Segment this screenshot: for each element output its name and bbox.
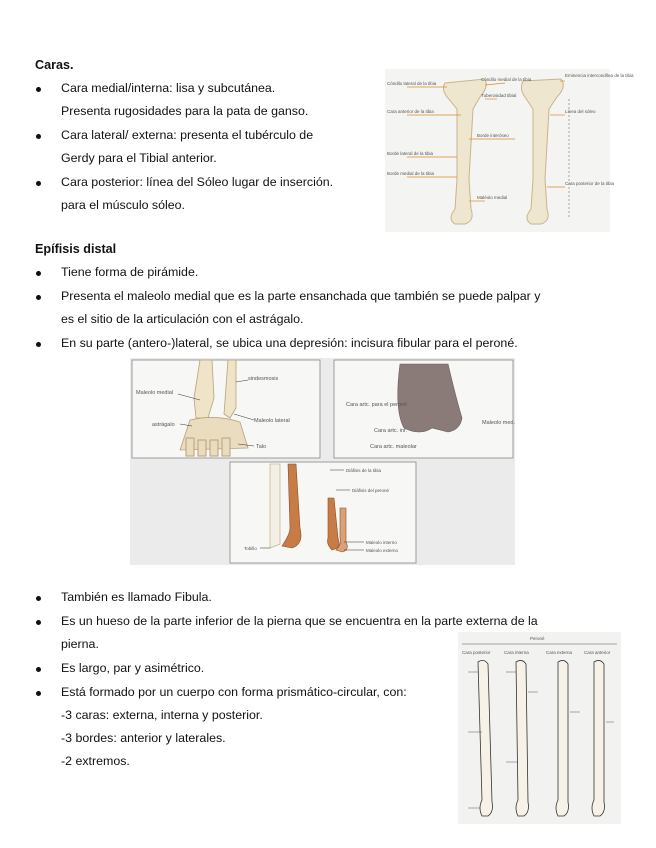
figure-label: Maleolo externo bbox=[366, 548, 399, 553]
figure-label: Cara artc. inf. bbox=[374, 428, 408, 434]
svg-text:Cara artc. inf. bbox=[374, 428, 407, 434]
list-item-line: es el sitio de la articulación con el astrágalo. bbox=[61, 312, 304, 326]
list-item-line: Presenta el maleolo medial que es la parte ensanchada que también se puede palpar y bbox=[61, 289, 541, 303]
svg-text:Borde interóseo bbox=[477, 133, 509, 138]
list-item-line: En su parte (antero-)lateral, se ubica una depresión: incisura fibular para el peroné. bbox=[61, 336, 518, 350]
bullet-dot bbox=[36, 620, 41, 625]
column-label: Cara posterior bbox=[462, 650, 491, 655]
sub-item: -3 bordes: anterior y laterales. bbox=[61, 731, 226, 745]
svg-text:Maleolo medial bbox=[136, 390, 173, 396]
svg-text:Cara anterior bbox=[584, 650, 611, 655]
figure-label: Tobillo bbox=[244, 546, 257, 551]
list-item-line: Cara medial/interna: lisa y subcutánea. bbox=[61, 81, 276, 95]
figure-label: Maleolo interno bbox=[366, 540, 397, 545]
epifisis-heading: Epífisis distal bbox=[35, 242, 117, 256]
list-item-line: Cara posterior: línea del Sóleo lugar de inserción. bbox=[61, 175, 334, 189]
svg-text:Talo bbox=[256, 444, 266, 450]
svg-text:Tuberosidad tibial bbox=[481, 93, 516, 98]
caras-heading: Caras. bbox=[35, 58, 74, 72]
figure-label: Eminencia intercondílea de la tibia bbox=[565, 73, 634, 78]
figure-label: Cara anterior de la tibia bbox=[387, 109, 434, 114]
svg-text:Cara interna bbox=[504, 650, 529, 655]
figure-label: Maleolo lateral bbox=[254, 418, 290, 424]
svg-text:Cóndilo medial de la tibia bbox=[481, 77, 532, 82]
bullet-dot bbox=[36, 271, 41, 276]
distal-epiphysis-figure bbox=[130, 358, 515, 565]
figure-label: Línea del sóleo bbox=[565, 109, 596, 114]
figure-label: Diáfisis de la tibia bbox=[346, 468, 382, 473]
bullet-dot bbox=[36, 134, 41, 139]
svg-text:Diáfisis de la tibia bbox=[346, 468, 382, 473]
figure-label: Maleolo medial bbox=[136, 390, 173, 396]
sub-item: -3 caras: externa, interna y posterior. bbox=[61, 708, 263, 722]
svg-text:Peroné bbox=[530, 636, 545, 641]
list-item-line: También es llamado Fibula. bbox=[61, 590, 212, 604]
list-item-line: Presenta rugosidades para la pata de ganso. bbox=[61, 104, 309, 118]
figure-label: Cóndilo lateral de la tibia bbox=[387, 81, 437, 86]
bullet-dot bbox=[36, 87, 41, 92]
svg-text:Eminencia intercondílea de la bbox=[565, 73, 634, 78]
bullet-dot bbox=[36, 295, 41, 300]
svg-text:Cóndilo lateral de la tibia bbox=[387, 81, 437, 86]
svg-text:Cara posterior bbox=[462, 650, 491, 655]
svg-text:Línea del sóleo bbox=[565, 109, 596, 114]
figure-label: Cara artc. maleolar bbox=[370, 444, 417, 450]
svg-text:Cara anterior de la tibia bbox=[387, 109, 434, 114]
svg-text:Diáfisis del peroné bbox=[352, 488, 390, 493]
column-label: Cara interna bbox=[504, 650, 529, 655]
sub-item: -2 extremos. bbox=[61, 754, 130, 768]
svg-text:Maleolo lateral bbox=[254, 418, 290, 424]
list-item-line: para el músculo sóleo. bbox=[61, 198, 185, 212]
list-item-line: Tiene forma de pirámide. bbox=[61, 265, 199, 279]
svg-text:Borde medial de la tibia bbox=[387, 171, 435, 176]
bullet-dot bbox=[36, 691, 41, 696]
figure-label: sindesmosis bbox=[248, 376, 279, 382]
svg-text:Cara artc. maleolar bbox=[370, 444, 417, 450]
svg-text:Maleolo interno bbox=[366, 540, 397, 545]
figure-label: Cara posterior de la tibia bbox=[565, 181, 615, 186]
svg-text:sindesmosis bbox=[248, 376, 279, 382]
figure-label: Talo bbox=[256, 444, 267, 450]
list-item-line: Es un hueso de la parte inferior de la pierna que se encuentra en la parte externa de la bbox=[61, 614, 538, 628]
svg-text:Tobillo bbox=[244, 546, 257, 551]
figure-label: Tuberosidad tibial bbox=[481, 93, 517, 98]
svg-text:Cara externa bbox=[546, 650, 573, 655]
figure-label: astrágalo bbox=[152, 422, 175, 428]
figure-label: Borde lateral de la tibia bbox=[387, 151, 434, 156]
figure-title: Peroné bbox=[530, 636, 545, 641]
svg-text:astrágalo bbox=[152, 422, 175, 428]
list-item-line: Es largo, par y asimétrico. bbox=[61, 661, 205, 675]
list-item-line: Cara lateral/ externa: presenta el tubérculo de bbox=[61, 128, 314, 142]
bullet-dot bbox=[36, 181, 41, 186]
svg-text:Maleolo externo bbox=[366, 548, 399, 553]
perone-figure bbox=[458, 632, 621, 824]
svg-text:Maleolo med. bbox=[482, 420, 515, 426]
tibia-figure bbox=[385, 69, 634, 232]
bullet-dot bbox=[36, 596, 41, 601]
bullet-dot bbox=[36, 667, 41, 672]
list-item-line: Está formado por un cuerpo con forma prismático-circular, con: bbox=[61, 685, 407, 699]
figure-label: Maléolo medial bbox=[477, 195, 508, 200]
figure-label: Cara artc. para el peroné bbox=[346, 402, 408, 408]
figure-label: Maleolo med. bbox=[482, 420, 516, 426]
figure-label: Cóndilo medial de la tibia bbox=[481, 77, 532, 82]
figure-label: Diáfisis del peroné bbox=[352, 488, 390, 493]
list-item-line: pierna. bbox=[61, 637, 99, 651]
list-item-line: Gerdy para el Tibial anterior. bbox=[61, 151, 217, 165]
svg-text:Borde lateral de la tibia bbox=[387, 151, 434, 156]
bullet-dot bbox=[36, 342, 41, 347]
column-label: Cara anterior bbox=[584, 650, 611, 655]
svg-text:Cara posterior de la tibia bbox=[565, 181, 615, 186]
figure-label: Borde interóseo bbox=[477, 133, 509, 138]
svg-text:Maléolo medial bbox=[477, 195, 507, 200]
figure-label: Borde medial de la tibia bbox=[387, 171, 435, 176]
svg-text:Cara artc. para el peroné bbox=[346, 402, 407, 408]
column-label: Cara externa bbox=[546, 650, 573, 655]
